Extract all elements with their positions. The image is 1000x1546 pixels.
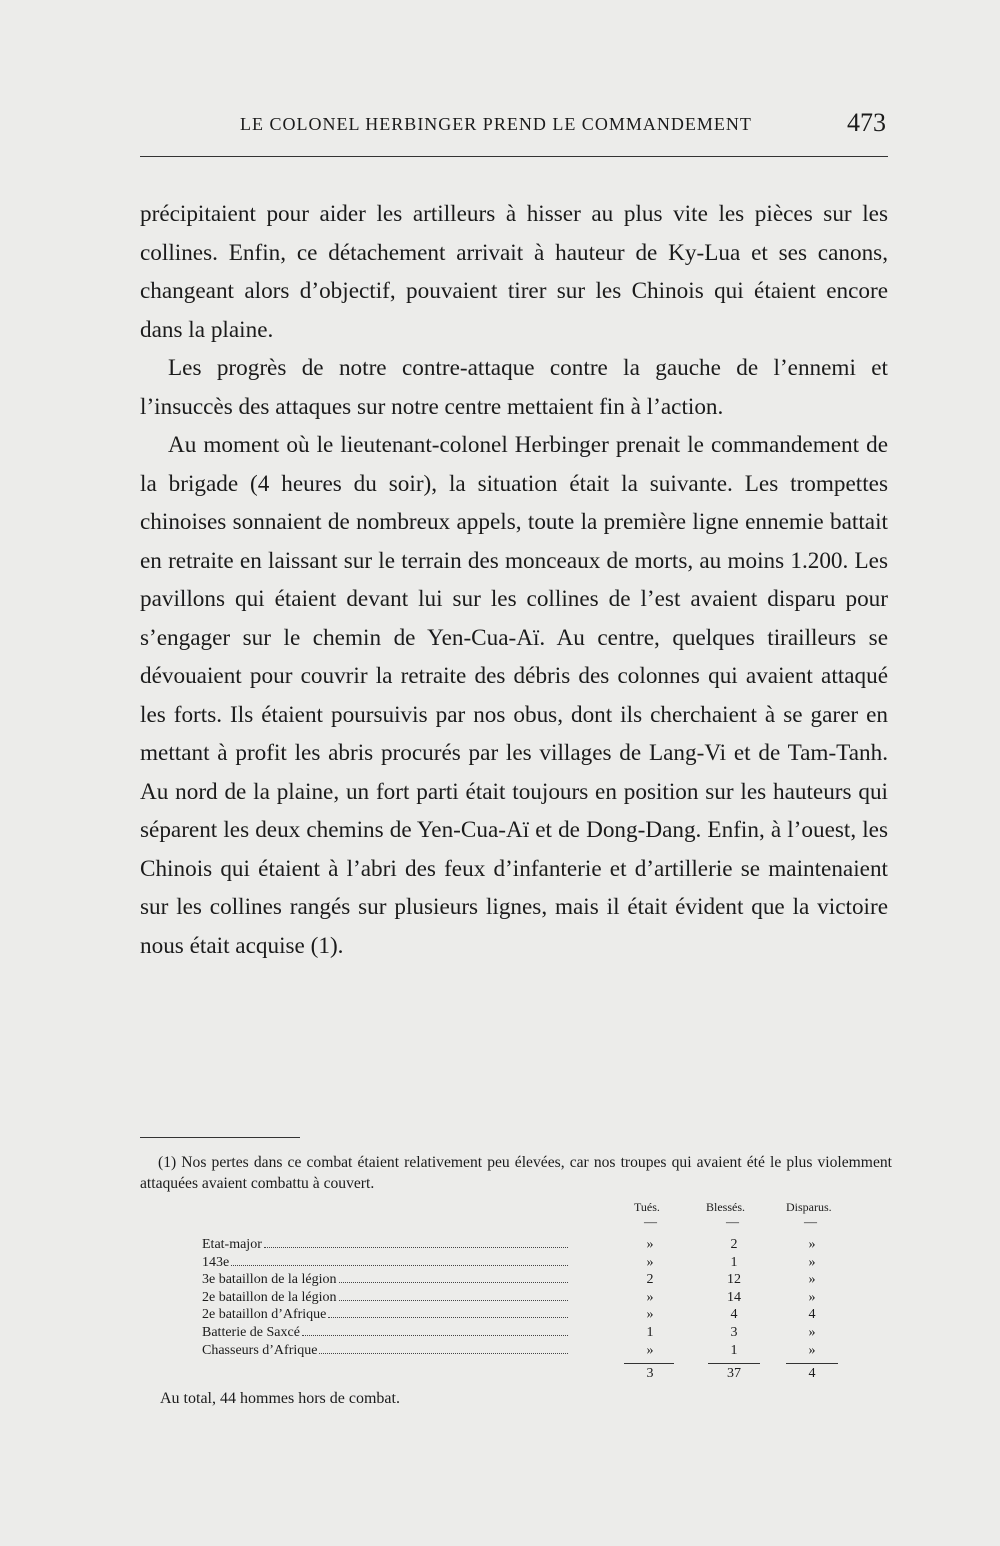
value-tues: 1 <box>646 1325 654 1340</box>
unit-label: 2e bataillon de la légion <box>202 1289 337 1305</box>
paragraph: Les progrès de notre contre-attaque contre la gauche de l’ennemi et l’insuccès des attaques sur notre centre mettaient fin à l’action. <box>140 355 888 420</box>
total-blesses: 37 <box>727 1366 741 1381</box>
sum-rule <box>624 1363 674 1364</box>
value-tues: 2 <box>646 1272 654 1288</box>
dot-leader <box>319 1353 568 1354</box>
body-text <box>140 195 888 965</box>
value-disparus: » <box>808 1325 816 1340</box>
total-disparus: 4 <box>808 1366 816 1381</box>
table-row <box>140 1290 892 1308</box>
dot-leader <box>231 1265 568 1266</box>
table-row <box>140 1325 892 1343</box>
column-dash: — <box>644 1214 657 1229</box>
value-tues: » <box>646 1237 654 1252</box>
column-dash: — <box>804 1214 817 1229</box>
value-disparus: » <box>808 1342 816 1358</box>
value-disparus: 4 <box>808 1307 816 1323</box>
value-blesses: 1 <box>730 1254 738 1270</box>
value-blesses: 1 <box>730 1342 738 1358</box>
table-row <box>140 1272 892 1290</box>
paragraph: Au moment où le lieutenant-colonel Herbinger prenait le commandement de la brigade (4 heures du soir), la situation était la suivante. Les trompettes chinoises sonnaient de nombreux appels, toute la première ligne ennemie battait en retraite en laissant sur le terrain des monceaux de morts, au moins 1.200. Les pavillons qui étaient devant lui sur les collines de l’est avaient disparu pour s’engager sur le chemin de Yen-Cua-Aï. Au centre, quelques tirailleurs se dévouaient pour couvrir la retraite des débris des colonnes qui avaient attaqué les forts. Ils étaient poursuivis par nos obus, dont ils cherchaient à se garer en mettant à profit les abris procurés par les villages de Lang-Vi et de Tam-Tanh. Au nord de la plaine, un fort parti était toujours en position sur les hauteurs qui séparent les deux chemins de Yen-Cua-Aï et de Dong-Dang. Enfin, à l’ouest, les Chinois qui étaient à l’abri des feux d’infanterie et d’artillerie se maintenaient sur les collines rangés sur plusieurs lignes, mais il était évident que la victoire nous était acquise (1). <box>140 432 888 959</box>
value-blesses: 14 <box>727 1289 741 1305</box>
header-rule <box>140 156 888 157</box>
unit-label: Batterie de Saxcé <box>202 1325 300 1340</box>
value-disparus: » <box>808 1272 816 1288</box>
unit-label: Chasseurs d’Afrique <box>202 1342 318 1358</box>
page-number: 473 <box>847 108 886 137</box>
footnote <box>140 1152 892 1194</box>
table-row <box>140 1237 892 1255</box>
totals-row <box>0 1366 816 1384</box>
sum-rule <box>708 1363 760 1364</box>
column-header-disparus: Disparus. <box>786 1200 832 1214</box>
paragraph: précipitaient pour aider les artilleurs à hisser au plus vite les pièces sur les collines. Enfin, ce détachement arrivait à hauteur de Ky-Lua et ses canons, changeant alors d’objectif, pouvaient tirer sur les Chinois qui étaient encore dans la plaine. <box>140 201 888 343</box>
dot-leader <box>302 1335 568 1336</box>
value-tues: » <box>646 1254 654 1270</box>
dot-leader <box>328 1317 568 1318</box>
dot-leader <box>264 1247 568 1248</box>
running-title: LE COLONEL HERBINGER PREND LE COMMANDEMENT <box>240 114 752 134</box>
dot-leader <box>339 1300 568 1301</box>
value-blesses: 3 <box>730 1325 738 1340</box>
value-tues: » <box>646 1342 654 1358</box>
total-tues: 3 <box>646 1366 654 1381</box>
value-tues: » <box>646 1307 654 1323</box>
value-blesses: 2 <box>730 1237 738 1252</box>
value-disparus: » <box>808 1289 816 1305</box>
value-disparus: » <box>808 1254 816 1270</box>
column-header-tues: Tués. <box>634 1200 660 1214</box>
footnote-text: (1) Nos pertes dans ce combat étaient relativement peu élevées, car nos troupes qui avaient été le plus violemment attaquées avaient combattu à couvert. <box>140 1154 892 1192</box>
unit-label: 2e bataillon d’Afrique <box>202 1307 327 1323</box>
value-disparus: » <box>808 1237 816 1252</box>
unit-label: 3e bataillon de la légion <box>202 1272 337 1288</box>
footnote-rule <box>140 1137 300 1138</box>
value-blesses: 12 <box>727 1272 741 1288</box>
value-tues: » <box>646 1289 654 1305</box>
unit-label: 143e <box>202 1254 230 1270</box>
unit-label: Etat-major <box>202 1237 262 1252</box>
column-dash: — <box>726 1214 739 1229</box>
dot-leader <box>339 1282 568 1283</box>
value-blesses: 4 <box>730 1307 738 1323</box>
table-row <box>140 1255 892 1273</box>
sum-rule <box>786 1363 838 1364</box>
running-head <box>140 108 888 142</box>
column-header-blesses: Blessés. <box>706 1200 745 1214</box>
table-row <box>140 1307 892 1325</box>
total-line: Au total, 44 hommes hors de combat. <box>160 1390 400 1407</box>
table-row <box>140 1343 892 1361</box>
